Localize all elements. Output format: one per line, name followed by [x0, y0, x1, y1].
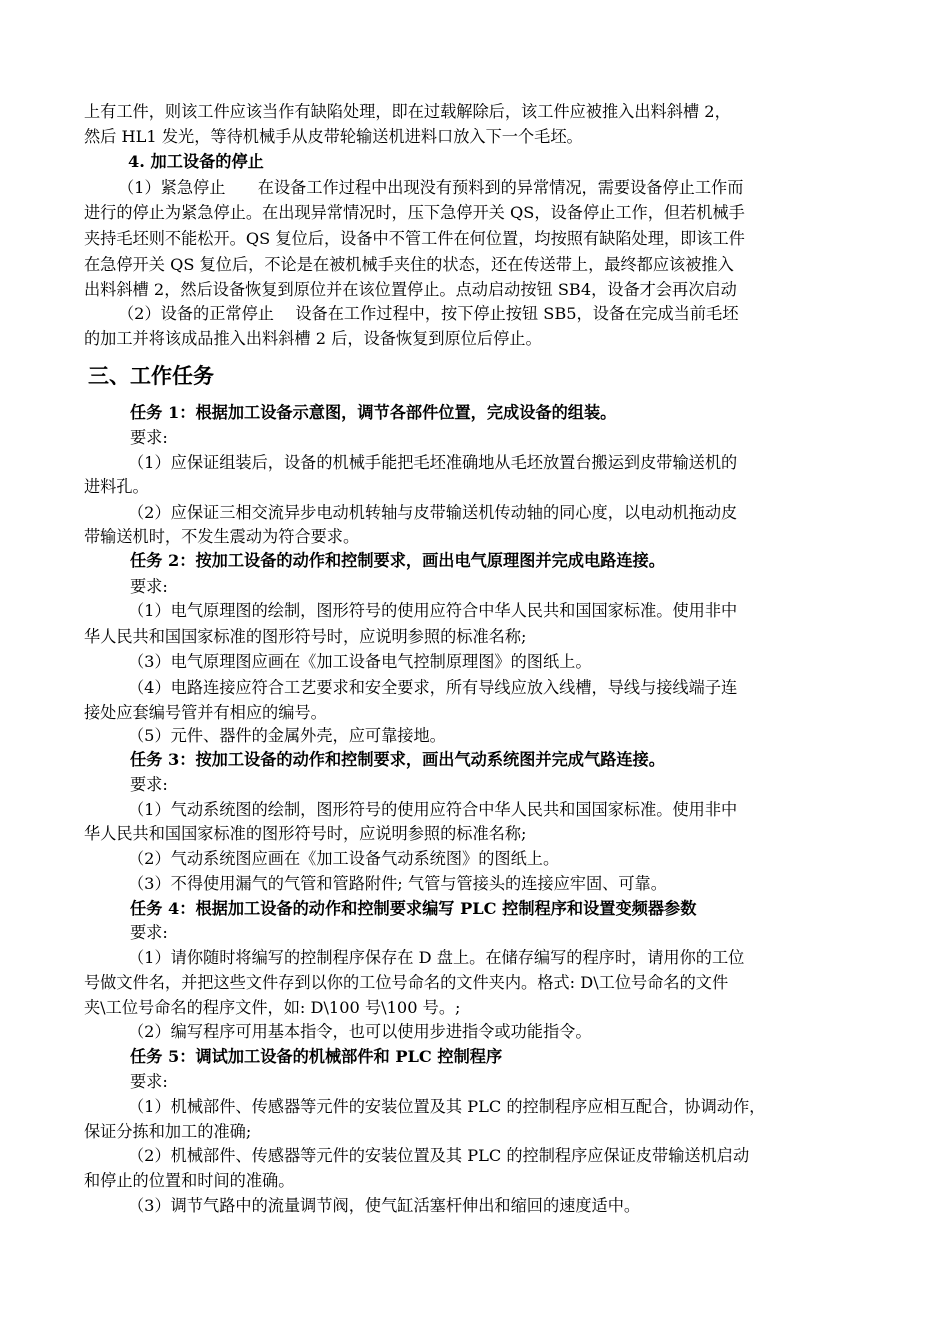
paragraph-line: 出料斜槽 2，然后设备恢复到原位并在该位置停止。点动启动按钮 SB4，设备才会再次启动 — [84, 280, 737, 299]
requirement-line: 和停止的位置和时间的准确。 — [84, 1171, 295, 1190]
task-heading: 任务 5：调试加工设备的机械部件和 PLC 控制程序 — [130, 1047, 503, 1066]
requirement-line: （1）机械部件、传感器等元件的安装位置及其 PLC 的控制程序应相互配合，协调动作， — [128, 1097, 766, 1116]
requirement-line: （1）应保证组装后，设备的机械手能把毛坯准确地从毛坯放置台搬运到皮带输送机的 — [128, 453, 738, 472]
requirement-line: 保证分拣和加工的准确; — [84, 1122, 252, 1141]
requirement-label: 要求: — [130, 775, 168, 794]
requirement-line: 华人民共和国国家标准的图形符号时，应说明参照的标准名称; — [84, 824, 527, 843]
paragraph-line: 夹持毛坯则不能松开。QS 复位后，设备中不管工件在何位置，均按照有缺陷处理，即该工件 — [84, 229, 745, 248]
paragraph-line: 上有工件，则该工件应该当作有缺陷处理，即在过载解除后，该工件应被推入出料斜槽 2， — [84, 102, 731, 121]
paragraph-line: 在急停开关 QS 复位后，不论是在被机械手夹住的状态，还在传送带上，最终都应该被推入 — [84, 255, 734, 274]
requirement-line: （2）气动系统图应画在《加工设备气动系统图》的图纸上。 — [128, 849, 560, 868]
section-heading: 4. 加工设备的停止 — [128, 152, 264, 171]
requirement-label: 要求: — [130, 1072, 168, 1091]
requirement-label: 要求: — [130, 577, 168, 596]
requirement-line: （2）编写程序可用基本指令，也可以使用步进指令或功能指令。 — [128, 1022, 592, 1041]
requirement-line: 接处应套编号管并有相应的编号。 — [84, 703, 327, 722]
requirement-line: （2）机械部件、传感器等元件的安装位置及其 PLC 的控制程序应保证皮带输送机启动 — [128, 1146, 750, 1165]
chapter-heading: 三、工作任务 — [88, 364, 214, 388]
requirement-line: （1）请你随时将编写的控制程序保存在 D 盘上。在储存编写的程序时，请用你的工位 — [128, 948, 745, 967]
paragraph-line: 的加工并将该成品推入出料斜槽 2 后，设备恢复到原位后停止。 — [84, 329, 542, 348]
paragraph-line: 进行的停止为紧急停止。在出现异常情况时，压下急停开关 QS，设备停止工作，但若机械手 — [84, 203, 745, 222]
requirement-line: （3）不得使用漏气的气管和管路附件; 气管与管接头的连接应牢固、可靠。 — [128, 874, 667, 893]
requirement-line: 带输送机时，不发生震动为符合要求。 — [84, 527, 360, 546]
task-heading: 任务 4：根据加工设备的动作和控制要求编写 PLC 控制程序和设置变频器参数 — [130, 899, 697, 918]
requirement-line: （1）电气原理图的绘制，图形符号的使用应符合中华人民共和国国家标准。使用非中 — [128, 601, 738, 620]
task-heading: 任务 2：按加工设备的动作和控制要求，画出电气原理图并完成电路连接。 — [130, 551, 665, 570]
requirement-label: 要求: — [130, 428, 168, 447]
requirement-line: （3）电气原理图应画在《加工设备电气控制原理图》的图纸上。 — [128, 652, 592, 671]
requirement-line: 夹\工位号命名的程序文件，如: D\100 号\100 号。; — [84, 998, 461, 1017]
requirement-line: （4）电路连接应符合工艺要求和安全要求，所有导线应放入线槽，导线与接线端子连 — [128, 678, 738, 697]
paragraph-line: 然后 HL1 发光，等待机械手从皮带轮输送机进料口放入下一个毛坯。 — [84, 127, 583, 146]
paragraph-line: （2）设备的正常停止 设备在工作过程中，按下停止按钮 SB5，设备在完成当前毛坯 — [118, 304, 739, 323]
requirement-line: 进料孔。 — [84, 477, 149, 496]
paragraph-line: （1）紧急停止 在设备工作过程中出现没有预料到的异常情况，需要设备停止工作而 — [118, 178, 744, 197]
requirement-line: 华人民共和国国家标准的图形符号时，应说明参照的标准名称; — [84, 627, 527, 646]
requirement-line: （5）元件、器件的金属外壳，应可靠接地。 — [128, 726, 446, 745]
task-heading: 任务 1：根据加工设备示意图，调节各部件位置，完成设备的组装。 — [130, 403, 617, 422]
requirement-line: 号做文件名，并把这些文件存到以你的工位号命名的文件夹内。格式: D\工位号命名的文件 — [84, 973, 729, 992]
requirement-label: 要求: — [130, 923, 168, 942]
requirement-line: （1）气动系统图的绘制，图形符号的使用应符合中华人民共和国国家标准。使用非中 — [128, 800, 738, 819]
requirement-line: （3）调节气路中的流量调节阀，使气缸活塞杆伸出和缩回的速度适中。 — [128, 1196, 641, 1215]
task-heading: 任务 3：按加工设备的动作和控制要求，画出气动系统图并完成气路连接。 — [130, 750, 665, 769]
requirement-line: （2）应保证三相交流异步电动机转轴与皮带输送机传动轴的同心度，以电动机拖动皮 — [128, 503, 738, 522]
